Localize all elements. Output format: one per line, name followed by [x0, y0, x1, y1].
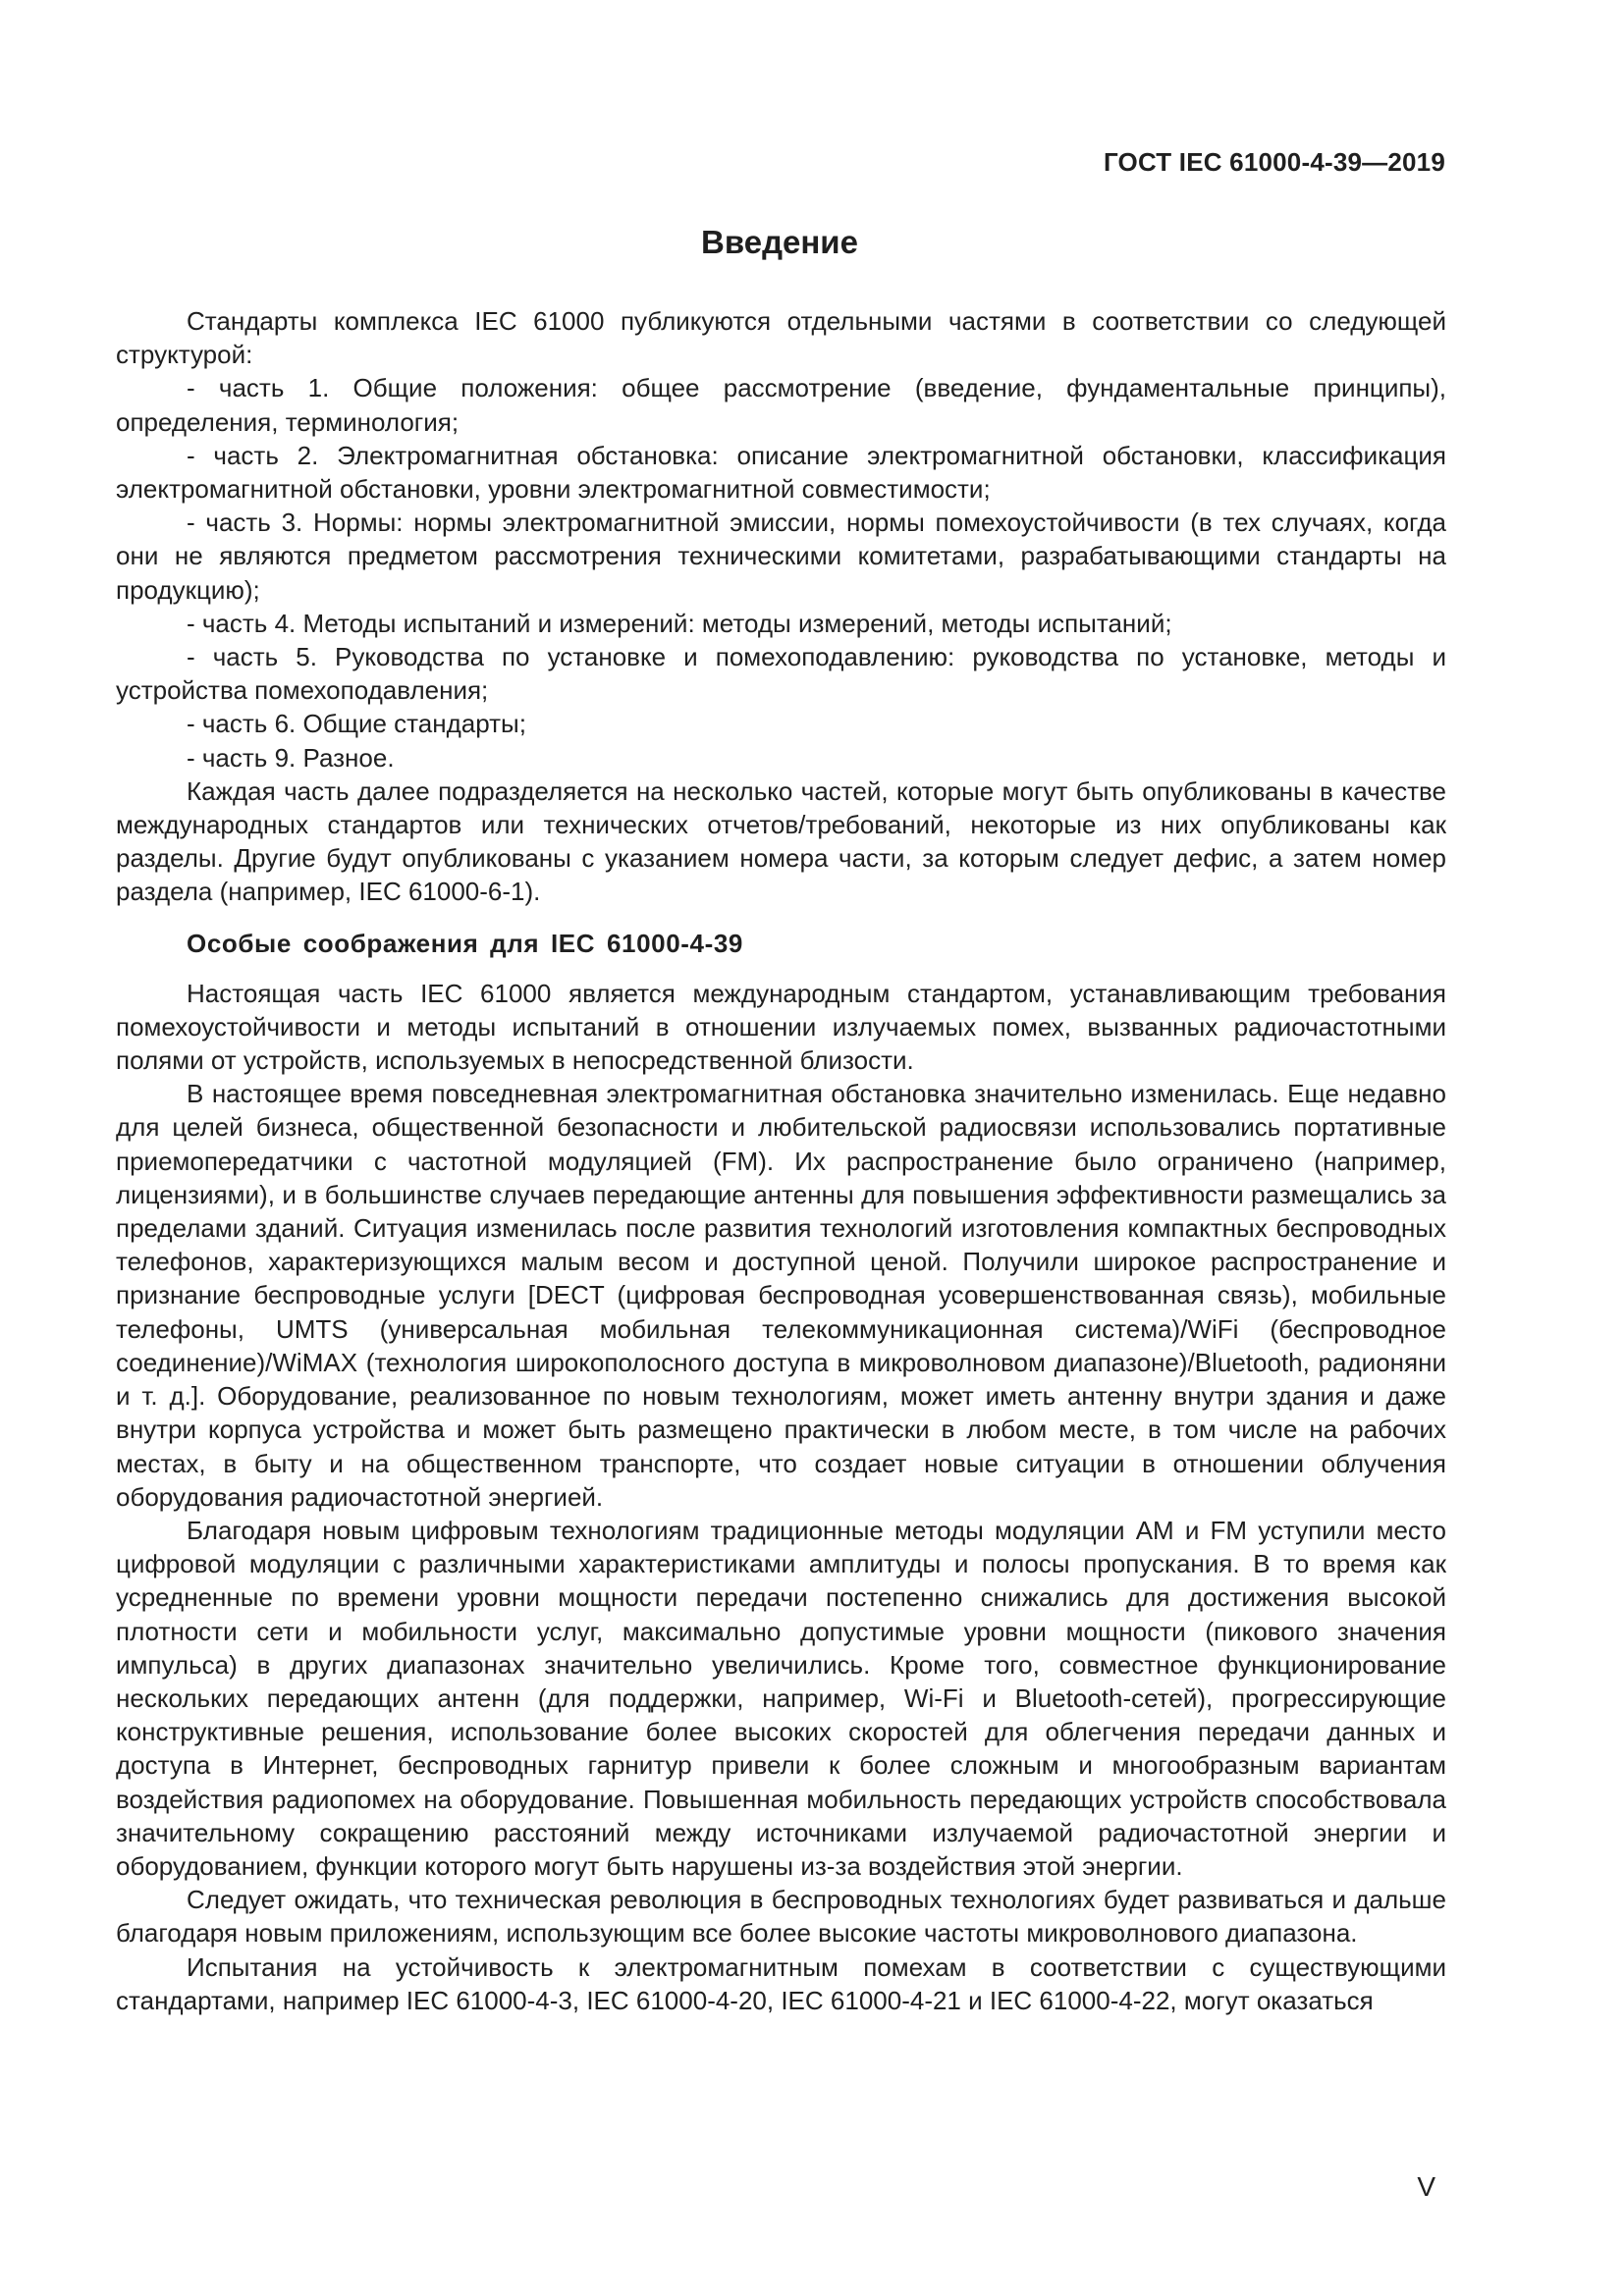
section-paragraph-4: Следует ожидать, что техническая революция в беспроводных технологиях будет развиваться и дальше благодаря новым приложениям, использующим все более высокие частоты микроволнового диапазона.: [116, 1885, 1446, 1949]
intro-lead-paragraph: Стандарты комплекса IEC 61000 публикуются отдельными частями в соответствии со следующей структурой:: [116, 306, 1446, 370]
page-title: Введение: [701, 224, 858, 260]
list-item-part-3: - часть 3. Нормы: нормы электромагнитной эмиссии, нормы помехоустойчивости (в тех случаях, когда они не являются предметом рассмотрения техническими комитетами, разрабатывающими стандарты на продукцию);: [116, 507, 1446, 605]
list-item-part-5: - часть 5. Руководства по установке и помехоподавлению: руководства по установке, методы и устройства помехоподавления;: [116, 642, 1446, 706]
document-id-header: ГОСТ IEC 61000-4-39—2019: [1103, 147, 1445, 177]
document-body: [116, 304, 1446, 2017]
page-number: V: [1417, 2171, 1435, 2202]
list-item-part-1: - часть 1. Общие положения: общее рассмотрение (введение, фундаментальные принципы), определения, терминология;: [116, 373, 1446, 437]
section-paragraph-3: Благодаря новым цифровым технологиям традиционные методы модуляции AM и FM уступили место цифровой модуляции с различными характеристиками амплитуды и полосы пропускания. В то время как усредненные по времени уровни мощности передачи постепенно снижались для достижения высокой плотности сети и мобильности услуг, максимально допустимые уровни мощности (пикового значения импульса) в других диапазонах значительно увеличились. Кроме того, совместное функционирование нескольких передающих антенн (для поддержки, например, Wi-Fi и Bluetooth-сетей), прогрессирующие конструктивные решения, использование более высоких скоростей для облегчения передачи данных и доступа в Интернет, беспроводных гарнитур привели к более сложным и многообразным вариантам воздействия радиопомех на оборудование. Повышенная мобильность передающих устройств способствовала значительному сокращению расстояний между источниками излучаемой радиочастотной энергии и оборудованием, функции которого могут быть нарушены из-за воздействия этой энергии.: [116, 1515, 1446, 1881]
section-heading: Особые соображения для IEC 61000-4-39: [187, 928, 743, 958]
section-paragraph-2: В настоящее время повседневная электромагнитная обстановка значительно изменилась. Еще недавно для целей бизнеса, общественной безопасности и любительской радиосвязи использовались портативные приемопередатчики с частотной модуляцией (FM). Их распространение было ограничено (например, лицензиями), и в большинстве случаев передающие антенны для повышения эффективности размещались за пределами зданий. Ситуация изменилась после развития технологий изготовления компактных беспроводных телефонов, характеризующихся малым весом и доступной ценой. Получили широкое распространение и признание беспроводные услуги [DECT (цифровая беспроводная усовершенствованная связь), мобильные телефоны, UMTS (универсальная мобильная телекоммуникационная система)/WiFi (беспроводное соединение)/WiMAX (технология широкополосного доступа в микроволновом диапазоне)/Bluetooth, радионяни и т. д.]. Оборудование, реализованное по новым технологиям, может иметь антенну внутри здания и даже внутри корпуса устройства и может быть размещено практически в любом месте, в том числе на рабочих местах, в быту и на общественном транспорте, что создает новые ситуации в отношении облучения оборудования радиочастотной энергией.: [116, 1079, 1446, 1512]
list-item-part-6: - часть 6. Общие стандарты;: [187, 709, 526, 739]
intro-closing-paragraph: Каждая часть далее подразделяется на несколько частей, которые могут быть опубликованы в качестве международных стандартов или технических отчетов/требований, некоторые из них опубликованы как разделы. Другие будут опубликованы с указанием номера части, за которым следует дефис, а затем номер раздела (например, IEC 61000-6-1).: [116, 775, 1446, 907]
section-paragraph-5: Испытания на устойчивость к электромагнитным помехам в соответствии с существующими стандартами, например IEC 61000-4-3, IEC 61000-4-20, IEC 61000-4-21 и IEC 61000-4-22, могут оказаться: [116, 1951, 1446, 2015]
list-item-part-2: - часть 2. Электромагнитная обстановка: описание электромагнитной обстановки, классификация электромагнитной обстановки, уровни электромагнитной совместимости;: [116, 440, 1446, 505]
section-paragraph-1: Настоящая часть IEC 61000 является международным стандартом, устанавливающим требования помехоустойчивости и методы испытаний в отношении излучаемых помех, вызванных радиочастотными полями от устройств, используемых в непосредственной близости.: [116, 978, 1446, 1076]
list-item-part-9: - часть 9. Разное.: [187, 742, 395, 773]
list-item-part-4: - часть 4. Методы испытаний и измерений: методы измерений, методы испытаний;: [187, 608, 1172, 638]
